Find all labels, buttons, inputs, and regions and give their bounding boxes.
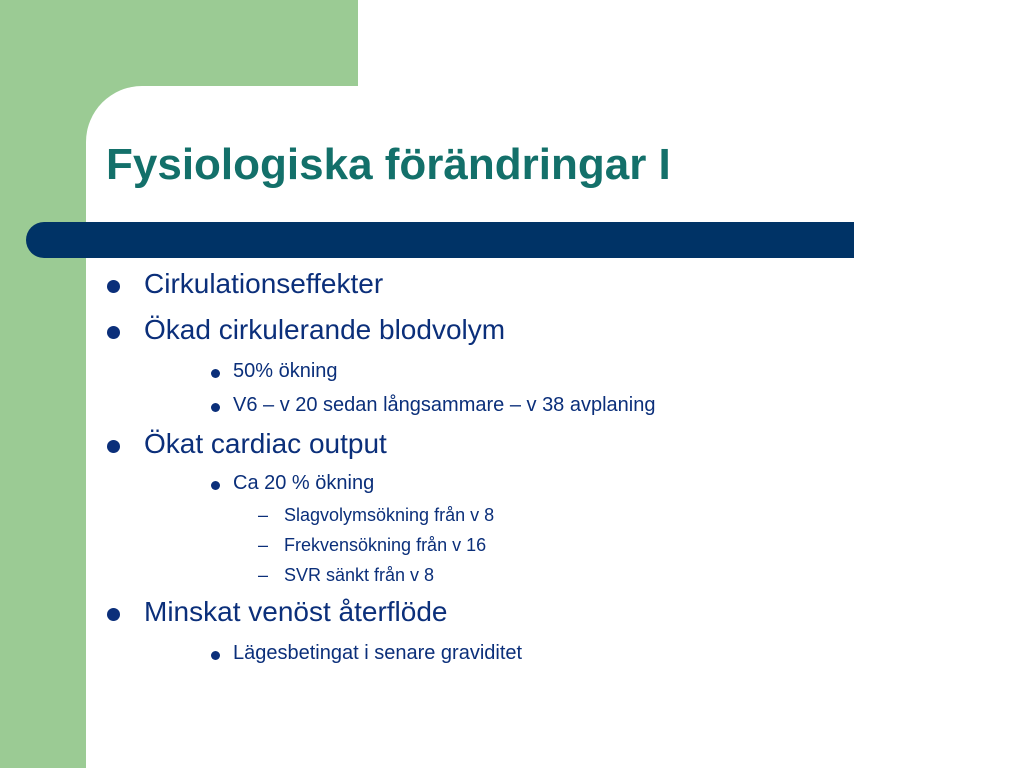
- bullet-text: Lägesbetingat i senare graviditet: [233, 642, 523, 664]
- bullet-dot-icon: [211, 403, 220, 412]
- bullet-dot-icon: [107, 326, 120, 339]
- bullet-text: Slagvolymsökning från v 8: [284, 505, 495, 525]
- bullet-text: Cirkulationseffekter: [144, 268, 384, 299]
- bullet-item: [144, 268, 383, 300]
- bullet-text: Ökat cardiac output: [144, 428, 387, 459]
- bullet-dot-icon: [107, 280, 120, 293]
- sub-sub-bullet-item: [258, 565, 435, 586]
- bullet-dot-icon: [211, 651, 220, 660]
- dash-marker: –: [258, 505, 269, 525]
- bullet-dot-icon: [211, 369, 220, 378]
- bullet-item: [144, 428, 387, 460]
- bullet-dot-icon: [107, 440, 120, 453]
- sub-bullet-item: [233, 360, 338, 383]
- sub-bullet-item: [233, 642, 522, 665]
- sub-bullet-item: [233, 394, 656, 417]
- bullet-text: Frekvensökning från v 16: [284, 535, 487, 555]
- sub-sub-bullet-item: [258, 535, 487, 556]
- dash-marker: –: [258, 565, 269, 585]
- bullet-item: [144, 596, 448, 628]
- bullet-item: [144, 314, 505, 346]
- bullet-text: Minskat venöst återflöde: [144, 596, 448, 627]
- bullet-text: Ökad cirkulerande blodvolym: [144, 314, 506, 345]
- title-underline-bar: [26, 222, 854, 258]
- bullet-dot-icon: [107, 608, 120, 621]
- bullet-text: SVR sänkt från v 8: [284, 565, 435, 585]
- sub-bullet-item: [233, 472, 374, 495]
- bullet-text: 50% ökning: [233, 360, 338, 382]
- bullet-text: V6 – v 20 sedan långsammare – v 38 avplaning: [233, 394, 656, 416]
- dash-marker: –: [258, 535, 269, 555]
- bullet-dot-icon: [211, 481, 220, 490]
- slide-title: Fysiologiska förändringar I: [106, 140, 671, 189]
- bullet-text: Ca 20 % ökning: [233, 472, 375, 494]
- sub-sub-bullet-item: [258, 505, 495, 526]
